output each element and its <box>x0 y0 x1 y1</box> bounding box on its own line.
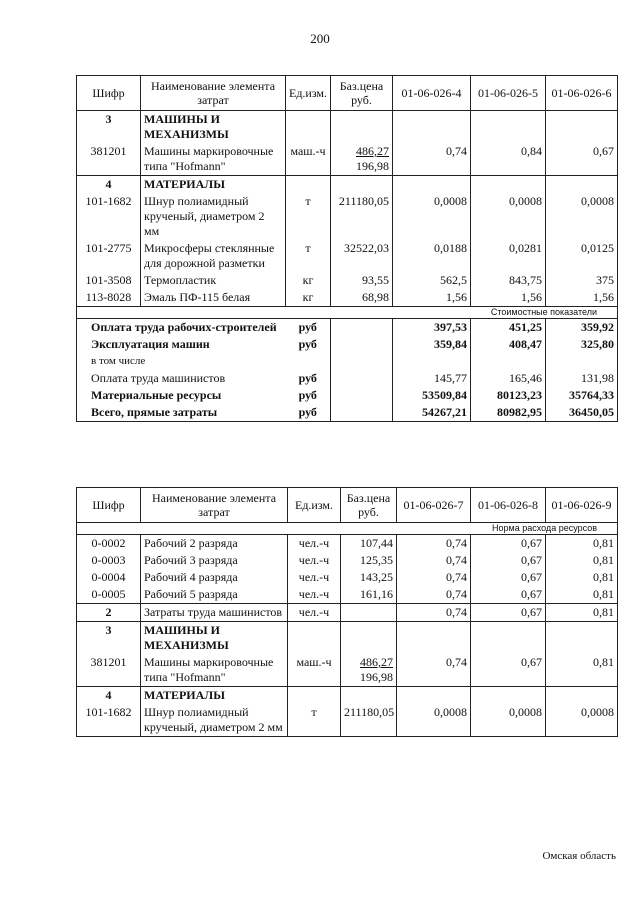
cell-name: МАШИНЫ И МЕХАНИЗМЫ <box>141 111 286 144</box>
section-label-row <box>77 307 618 319</box>
summary-base-price <box>331 336 393 353</box>
cell-base-price <box>341 569 397 586</box>
cell-base-price <box>341 622 397 655</box>
cell-unit: т <box>286 240 331 272</box>
cell-norm-value: 0,0008 <box>546 704 618 737</box>
cell-unit <box>288 622 341 655</box>
cell-unit <box>286 111 331 144</box>
cell-norm-value <box>471 176 546 194</box>
table-row <box>77 111 618 144</box>
cell-unit: маш.-ч <box>288 654 341 687</box>
summary-value <box>393 353 471 370</box>
cell-base-price <box>341 687 397 705</box>
summary-value: 408,47 <box>471 336 546 353</box>
table-header <box>77 488 618 523</box>
cell-name: Рабочий 5 разряда <box>141 586 288 604</box>
cell-base-price <box>331 272 393 289</box>
cell-norm-value: 0,81 <box>546 552 618 569</box>
summary-unit: руб <box>286 319 331 337</box>
summary-value: 359,92 <box>546 319 618 337</box>
cell-unit: т <box>288 704 341 737</box>
summary-label: Эксплуатация машин <box>77 336 286 353</box>
summary-unit: руб <box>286 404 331 422</box>
table-row <box>77 569 618 586</box>
summary-unit: руб <box>286 387 331 404</box>
cell-norm-value: 0,81 <box>546 604 618 622</box>
cell-norm-value: 0,74 <box>397 604 471 622</box>
cell-unit <box>286 176 331 194</box>
cell-name: Шнур полиамидный крученый, диаметром 2 мм <box>141 193 286 240</box>
cell-norm-value: 0,81 <box>546 586 618 604</box>
cell-norm-value <box>397 622 471 655</box>
cell-norm-value: 1,56 <box>393 289 471 307</box>
cell-base-price <box>341 535 397 553</box>
cell-norm-value: 0,74 <box>397 654 471 687</box>
price-value: 211180,05 <box>344 705 395 719</box>
cell-norm-value: 0,74 <box>397 535 471 553</box>
cell-name: МАТЕРИАЛЫ <box>141 687 288 705</box>
column-header: 01-06-026-6 <box>546 76 618 111</box>
cell-base-price <box>341 654 397 687</box>
price-value: 211180,05 <box>338 194 389 208</box>
resource-table-1 <box>76 75 618 422</box>
table-row <box>77 240 618 272</box>
column-header: Баз.цена руб. <box>341 488 397 523</box>
cell-code: 101-1682 <box>77 704 141 737</box>
cell-name: МАТЕРИАЛЫ <box>141 176 286 194</box>
summary-label: Оплата труда рабочих-строителей <box>77 319 286 337</box>
summary-value: 53509,84 <box>393 387 471 404</box>
footer-region: Омская область <box>542 850 616 862</box>
cell-norm-value: 0,74 <box>397 586 471 604</box>
summary-value: 80123,23 <box>471 387 546 404</box>
price-value: 32522,03 <box>344 241 389 255</box>
cell-base-price <box>331 143 393 176</box>
cell-norm-value: 0,0008 <box>471 704 546 737</box>
cell-norm-value <box>397 687 471 705</box>
cell-code: 2 <box>77 604 141 622</box>
cell-norm-value: 0,81 <box>546 654 618 687</box>
summary-base-price <box>331 353 393 370</box>
cell-norm-value: 0,74 <box>393 143 471 176</box>
cell-norm-value: 0,67 <box>471 552 546 569</box>
summary-row <box>77 387 618 404</box>
cell-code: 101-2775 <box>77 240 141 272</box>
cell-base-price <box>331 176 393 194</box>
cell-base-price <box>341 586 397 604</box>
cell-norm-value: 0,0008 <box>393 193 471 240</box>
table-row <box>77 289 618 307</box>
summary-value: 54267,21 <box>393 404 471 422</box>
table-row <box>77 535 618 553</box>
column-header: Шифр <box>77 488 141 523</box>
cell-base-price <box>331 289 393 307</box>
table-row <box>77 552 618 569</box>
price-value: 93,55 <box>362 273 389 287</box>
cell-name: Затраты труда машинистов <box>141 604 288 622</box>
cell-norm-value <box>546 687 618 705</box>
summary-value: 325,80 <box>546 336 618 353</box>
cell-norm-value <box>546 176 618 194</box>
cell-code: 0-0002 <box>77 535 141 553</box>
page-number: 200 <box>310 31 330 46</box>
cell-name: Машины маркировочные типа "Hofmann" <box>141 654 288 687</box>
summary-value: 80982,95 <box>471 404 546 422</box>
cell-code: 101-1682 <box>77 193 141 240</box>
summary-base-price <box>331 319 393 337</box>
cell-base-price <box>341 604 397 622</box>
price-value: 143,25 <box>360 570 393 584</box>
table-row <box>77 272 618 289</box>
summary-value: 397,53 <box>393 319 471 337</box>
cell-norm-value: 0,67 <box>471 604 546 622</box>
cell-code: 0-0005 <box>77 586 141 604</box>
cell-norm-value: 375 <box>546 272 618 289</box>
summary-row <box>77 336 618 353</box>
summary-label: Оплата труда машинистов <box>77 370 286 387</box>
cell-base-price <box>331 111 393 144</box>
cell-norm-value: 0,0008 <box>546 193 618 240</box>
table-row <box>77 687 618 705</box>
cell-norm-value: 0,74 <box>397 552 471 569</box>
cell-code: 3 <box>77 622 141 655</box>
cell-name: МАШИНЫ И МЕХАНИЗМЫ <box>141 622 288 655</box>
price-sub-value: 196,98 <box>356 159 389 173</box>
summary-row <box>77 404 618 422</box>
column-header: 01-06-026-7 <box>397 488 471 523</box>
cell-base-price <box>341 704 397 737</box>
cell-norm-value: 0,81 <box>546 569 618 586</box>
cell-norm-value: 0,67 <box>471 586 546 604</box>
column-header: Баз.цена руб. <box>331 76 393 111</box>
price-value: 125,35 <box>360 553 393 567</box>
summary-base-price <box>331 404 393 422</box>
cell-unit: чел.-ч <box>288 569 341 586</box>
summary-label: в том числе <box>77 353 286 370</box>
cell-unit: кг <box>286 272 331 289</box>
cell-norm-value: 0,67 <box>471 654 546 687</box>
cell-norm-value: 0,84 <box>471 143 546 176</box>
table-row <box>77 143 618 176</box>
cell-name: Эмаль ПФ-115 белая <box>141 289 286 307</box>
table-row <box>77 604 618 622</box>
summary-unit: руб <box>286 336 331 353</box>
table-row <box>77 193 618 240</box>
column-header: Шифр <box>77 76 141 111</box>
summary-label: Всего, прямые затраты <box>77 404 286 422</box>
summary-row <box>77 353 618 370</box>
cell-code: 113-8028 <box>77 289 141 307</box>
cell-unit <box>288 687 341 705</box>
cell-norm-value <box>393 176 471 194</box>
summary-base-price <box>331 387 393 404</box>
cell-norm-value <box>546 622 618 655</box>
column-header: Наименование элемента затрат <box>141 76 286 111</box>
cell-unit: чел.-ч <box>288 552 341 569</box>
column-header: 01-06-026-5 <box>471 76 546 111</box>
summary-value: 36450,05 <box>546 404 618 422</box>
section-label: Норма расхода ресурсов <box>77 523 618 535</box>
column-header: 01-06-026-4 <box>393 76 471 111</box>
column-header: Ед.изм. <box>286 76 331 111</box>
section-label-row <box>77 523 618 535</box>
summary-value: 145,77 <box>393 370 471 387</box>
cell-name: Рабочий 3 разряда <box>141 552 288 569</box>
cell-unit: чел.-ч <box>288 604 341 622</box>
cell-name: Микросферы стеклянные для дорожной разметки <box>141 240 286 272</box>
summary-value: 35764,33 <box>546 387 618 404</box>
cell-norm-value: 0,67 <box>471 535 546 553</box>
summary-value: 359,84 <box>393 336 471 353</box>
column-header: Наименование элемента затрат <box>141 488 288 523</box>
cell-code: 101-3508 <box>77 272 141 289</box>
cell-name: Термопластик <box>141 272 286 289</box>
price-value: 486,27 <box>356 144 389 158</box>
cell-code: 3 <box>77 111 141 144</box>
cell-code: 4 <box>77 176 141 194</box>
summary-unit: руб <box>286 370 331 387</box>
table-row <box>77 176 618 194</box>
cell-code: 0-0003 <box>77 552 141 569</box>
cell-name: Рабочий 4 разряда <box>141 569 288 586</box>
cell-base-price <box>331 193 393 240</box>
cell-norm-value <box>471 622 546 655</box>
cell-name: Рабочий 2 разряда <box>141 535 288 553</box>
summary-value: 451,25 <box>471 319 546 337</box>
cell-norm-value: 562,5 <box>393 272 471 289</box>
cell-norm-value <box>471 111 546 144</box>
cell-base-price <box>331 240 393 272</box>
cell-norm-value: 0,0125 <box>546 240 618 272</box>
section-label: Стоимостные показатели <box>77 307 618 319</box>
price-value: 68,98 <box>362 290 389 304</box>
table-row <box>77 586 618 604</box>
summary-value <box>546 353 618 370</box>
cell-norm-value: 1,56 <box>546 289 618 307</box>
cell-unit: т <box>286 193 331 240</box>
cell-code: 0-0004 <box>77 569 141 586</box>
cell-norm-value <box>393 111 471 144</box>
cell-code: 381201 <box>77 654 141 687</box>
cell-norm-value: 0,0008 <box>471 193 546 240</box>
cell-norm-value: 0,81 <box>546 535 618 553</box>
summary-base-price <box>331 370 393 387</box>
cell-code: 381201 <box>77 143 141 176</box>
cell-norm-value: 0,0008 <box>397 704 471 737</box>
cell-unit: чел.-ч <box>288 586 341 604</box>
cell-unit: маш.-ч <box>286 143 331 176</box>
price-sub-value: 196,98 <box>360 670 393 684</box>
cell-norm-value: 843,75 <box>471 272 546 289</box>
cell-norm-value: 0,67 <box>546 143 618 176</box>
summary-value: 165,46 <box>471 370 546 387</box>
summary-row <box>77 370 618 387</box>
cell-name: Шнур полиамидный крученый, диаметром 2 мм <box>141 704 288 737</box>
price-value: 161,16 <box>360 587 393 601</box>
cell-norm-value: 0,0188 <box>393 240 471 272</box>
cell-name: Машины маркировочные типа "Hofmann" <box>141 143 286 176</box>
column-header: 01-06-026-9 <box>546 488 618 523</box>
cell-norm-value <box>546 111 618 144</box>
summary-value <box>471 353 546 370</box>
summary-unit <box>286 353 331 370</box>
column-header: 01-06-026-8 <box>471 488 546 523</box>
cell-norm-value: 0,0281 <box>471 240 546 272</box>
table-row <box>77 654 618 687</box>
cell-code: 4 <box>77 687 141 705</box>
table-row <box>77 704 618 737</box>
price-value: 486,27 <box>360 655 393 669</box>
summary-value: 131,98 <box>546 370 618 387</box>
cell-norm-value: 0,67 <box>471 569 546 586</box>
cell-norm-value: 1,56 <box>471 289 546 307</box>
summary-row <box>77 319 618 337</box>
cell-unit: кг <box>286 289 331 307</box>
cell-unit: чел.-ч <box>288 535 341 553</box>
cell-norm-value <box>471 687 546 705</box>
cell-base-price <box>341 552 397 569</box>
table-header <box>77 76 618 111</box>
table-row <box>77 622 618 655</box>
summary-label: Материальные ресурсы <box>77 387 286 404</box>
column-header: Ед.изм. <box>288 488 341 523</box>
cell-norm-value: 0,74 <box>397 569 471 586</box>
resource-table-2 <box>76 487 618 737</box>
price-value: 107,44 <box>360 536 393 550</box>
